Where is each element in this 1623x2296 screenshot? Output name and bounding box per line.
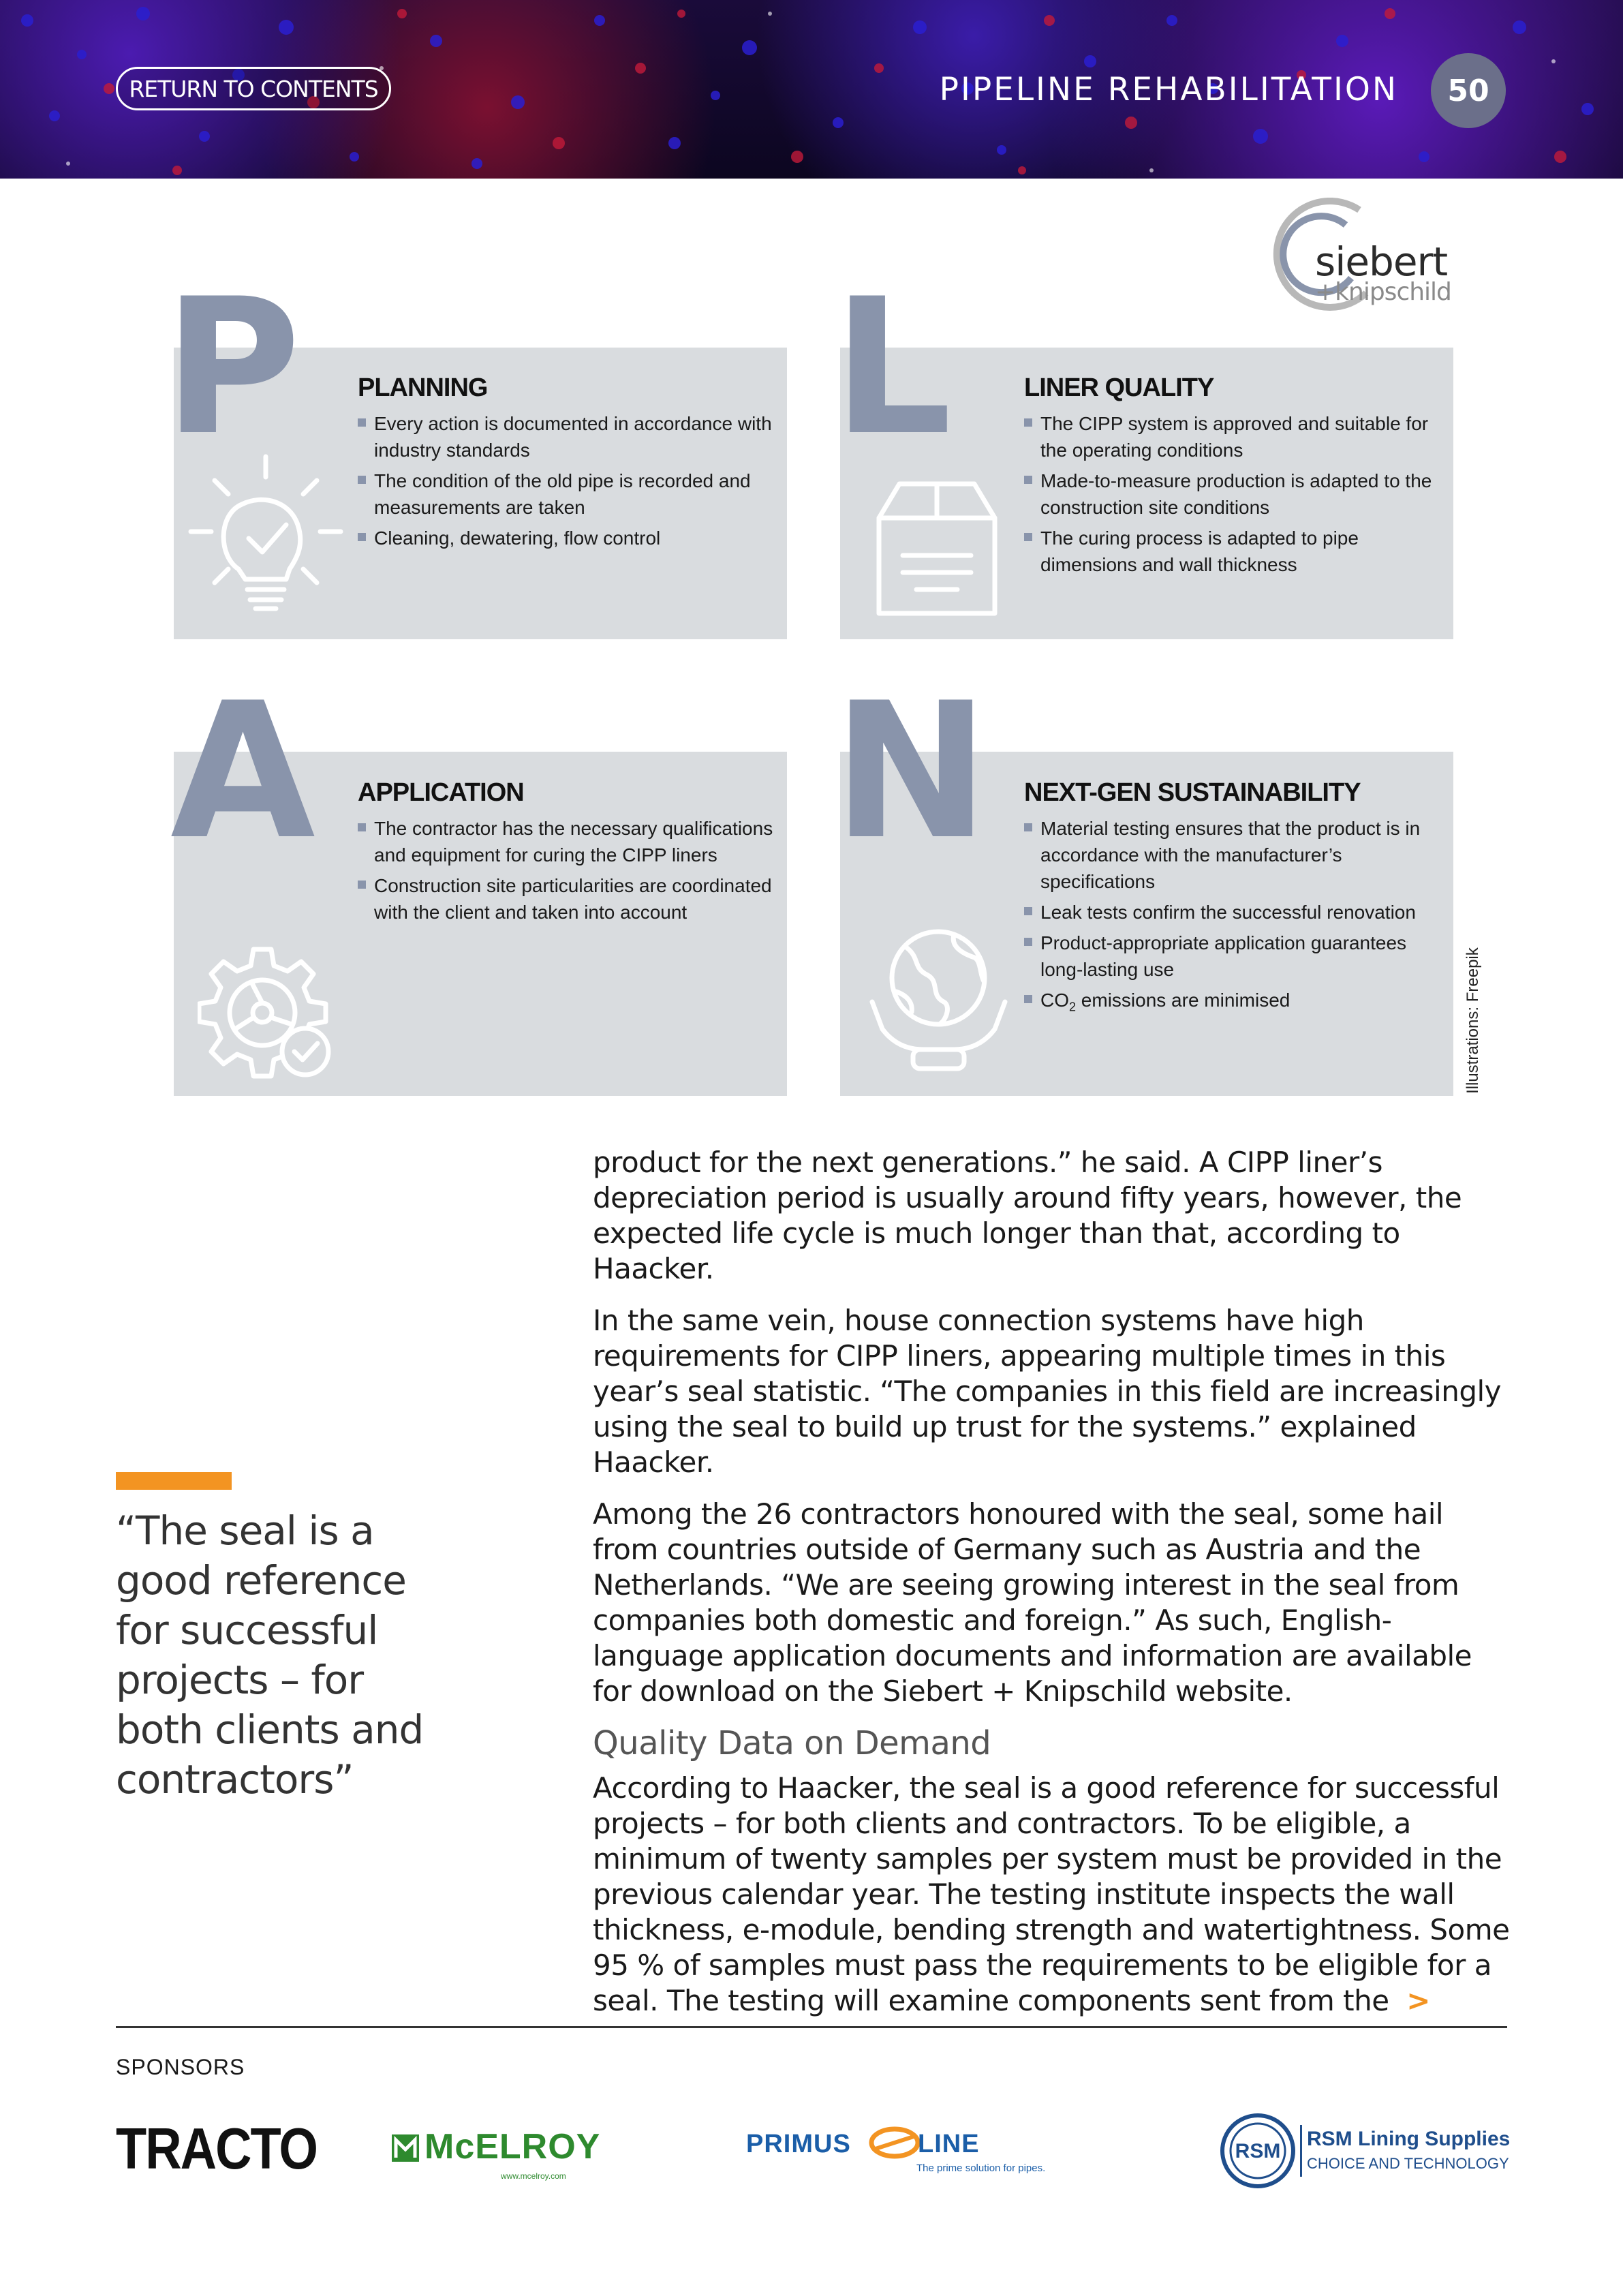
gear-check-icon [198, 944, 334, 1080]
sustainability-letter: N [833, 662, 990, 881]
article-paragraph: In the same vein, house connection systems have high requirements for CIPP liners, appearing multiple times in this year’s seal statistic. “The companies in this field are increasingly using the seal to build up trust for the systems.” explained Haacker. [593, 1304, 1502, 1479]
list-item-co2: $CO_2$ emissions are minimised [1024, 987, 1440, 1021]
header-banner [0, 0, 1623, 179]
rsm-badge-icon [1220, 2113, 1296, 2189]
list-item: Made-to-measure production is adapted to the construction site conditions [1024, 468, 1440, 521]
continue-arrow[interactable]: > [1406, 1984, 1430, 2017]
tracto-logo[interactable]: TRACTO [116, 2115, 317, 2182]
planning-heading: PLANNING [358, 373, 488, 402]
list-item: Construction site particularities are coordinated with the client and taken into account [358, 872, 773, 925]
box-icon [872, 477, 1002, 617]
application-heading: APPLICATION [358, 778, 524, 807]
list-item: Cleaning, dewatering, flow control [358, 525, 773, 551]
rsm-tagline: CHOICE AND TECHNOLOGY [1307, 2155, 1509, 2172]
rsm-lining-logo[interactable] [1220, 2113, 1511, 2188]
planning-letter: P [164, 258, 301, 476]
logo-text-knipschild: +knipschild [1315, 278, 1451, 306]
return-to-contents-button[interactable]: RETURN TO CONTENTS [116, 67, 391, 110]
illustrations-credit: Illustrations: Freepik [1464, 947, 1482, 1094]
article-paragraph: product for the next generations.” he said. A CIPP liner’s depreciation period is usually around fifty years, however, the expected life cycle is much longer than that, according to Haacker. [593, 1146, 1462, 1285]
liner-quality-letter: L [833, 258, 953, 476]
lightbulb-check-icon [187, 453, 344, 617]
rsm-divider [1300, 2125, 1302, 2177]
article-body [593, 1145, 1513, 2035]
application-letter: A [170, 662, 315, 881]
mcelroy-mark-icon [392, 2134, 419, 2162]
article-paragraph: According to Haacker, the seal is a good reference for successful projects – for both clients and contractors. To be eligible, a minimum of twenty samples per system must be provided in the previous calendar year. The testing institute inspects the wall thickness, e-module, bending strength and watertightness. Some 95 % of samples must pass the requirements to be eligible for a seal. The testing will examine components sent from the > [593, 1771, 1510, 2017]
list-item: The condition of the old pipe is recorded and measurements are taken [358, 468, 773, 521]
list-item: The CIPP system is approved and suitable for the operating conditions [1024, 410, 1440, 463]
pull-quote: “The seal is a good reference for successful projects – for both clients and contractors” [116, 1507, 424, 1803]
section-title: PIPELINE REHABILITATION [939, 71, 1398, 108]
globe-hands-icon [865, 927, 1012, 1073]
list-item: Every action is documented in accordance with industry standards [358, 410, 773, 463]
list-item: Product-appropriate application guarantees long-lasting use [1024, 930, 1440, 983]
sponsors-label: SPONSORS [116, 2055, 245, 2079]
primus-ring-icon [867, 2126, 922, 2160]
liner-quality-heading: LINER QUALITY [1024, 373, 1214, 402]
accent-bar [116, 1472, 232, 1490]
siebert-knipschild-logo [1264, 198, 1455, 313]
application-list [358, 815, 773, 930]
sustainability-heading: NEXT-GEN SUSTAINABILITY [1024, 778, 1361, 807]
article-subheading: Quality Data on Demand [593, 1724, 991, 1762]
article-paragraph: Among the 26 contractors honoured with the seal, some hail from countries outside of Germany such as Austria and the Netherlands. “We are seeing growing interest in the seal from companies both domestic and foreign.” As such, English-language application documents and information are available for download on the Siebert + Knipschild website. [593, 1497, 1472, 1708]
list-item: The curing process is adapted to pipe dimensions and wall thickness [1024, 525, 1440, 578]
rsm-badge-text: RSM [1235, 2140, 1281, 2162]
list-item: Leak tests confirm the successful renovation [1024, 899, 1440, 925]
liner-quality-list [1024, 410, 1440, 582]
footer-divider [116, 2026, 1507, 2028]
page-number-badge: 50 [1431, 53, 1506, 128]
list-item: Material testing ensures that the product is in accordance with the manufacturer’s specifications [1024, 815, 1440, 895]
rsm-name: RSM Lining Supplies [1307, 2128, 1511, 2150]
logo-text-siebert: siebert [1315, 239, 1448, 285]
planning-list [358, 410, 773, 555]
list-item: The contractor has the necessary qualifications and equipment for curing the CIPP liners [358, 815, 773, 868]
sustainability-list [1024, 815, 1440, 1025]
